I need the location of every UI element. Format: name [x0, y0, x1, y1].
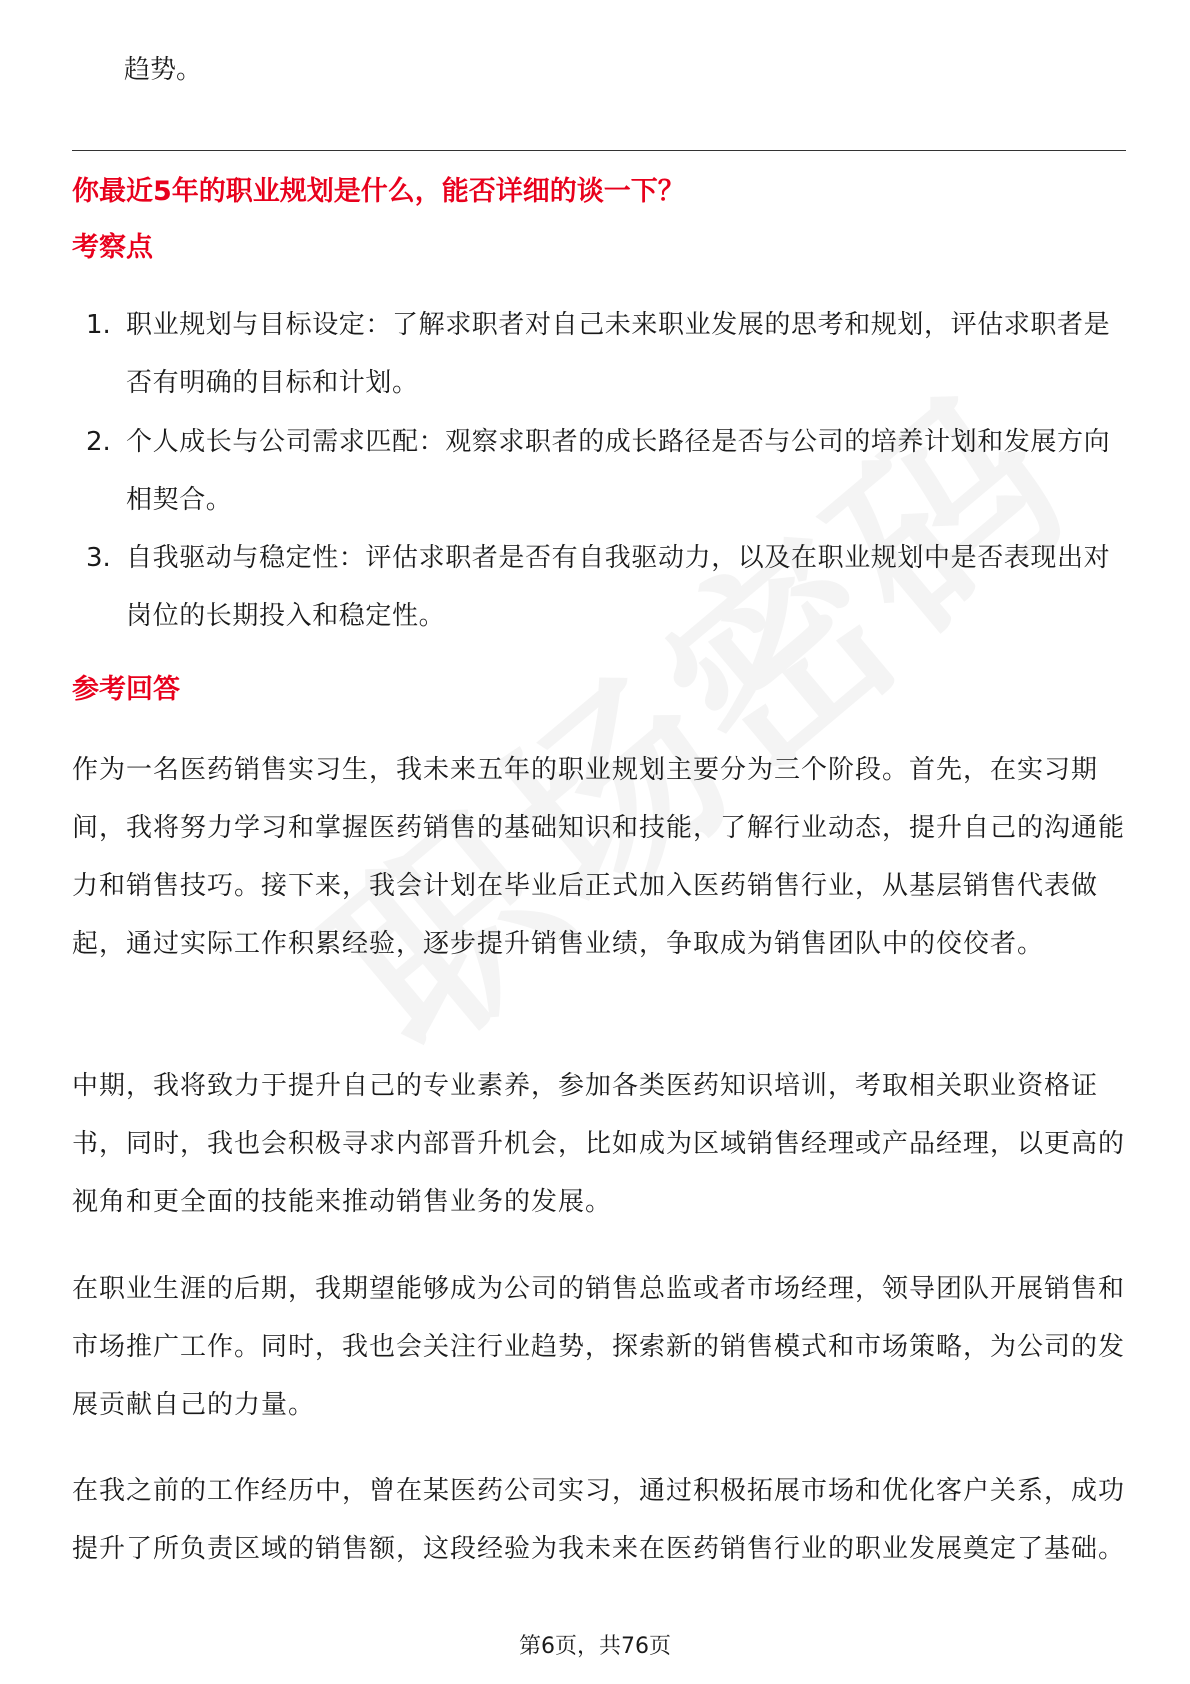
- question-title: 你最近5年的职业规划是什么，能否详细的谈一下？: [72, 176, 685, 207]
- list-item-number: 3.: [86, 543, 111, 573]
- list-item-text: 自我驱动与稳定性：评估求职者是否有自我驱动力，以及在职业规划中是否表现出对岗位的长期投入和稳定性。: [126, 543, 1111, 631]
- continuation-text: 趋势。: [124, 55, 203, 85]
- answer-paragraph: 作为一名医药销售实习生，我未来五年的职业规划主要分为三个阶段。首先，在实习期间，我将努力学习和掌握医药销售的基础知识和技能，了解行业动态，提升自己的沟通能力和销售技巧。接下来，我会计划在毕业后正式加入医药销售行业，从基层销售代表做起，通过实际工作积累经验，逐步提升销售业绩，争取成为销售团队中的佼佼者。: [72, 755, 1126, 959]
- list-item-number: 1.: [86, 310, 111, 340]
- points-heading: 考察点: [72, 232, 153, 263]
- answer-heading: 参考回答: [72, 674, 180, 705]
- answer-paragraph: 在职业生涯的后期，我期望能够成为公司的销售总监或者市场经理，领导团队开展销售和市场推广工作。同时，我也会关注行业趋势，探索新的销售模式和市场策略，为公司的发展贡献自己的力量。: [72, 1274, 1126, 1420]
- list-item-text: 职业规划与目标设定：了解求职者对自己未来职业发展的思考和规划，评估求职者是否有明确的目标和计划。: [126, 310, 1111, 398]
- section-divider: [72, 150, 1126, 151]
- list-item-text: 个人成长与公司需求匹配：观察求职者的成长路径是否与公司的培养计划和发展方向相契合。: [126, 427, 1111, 515]
- answer-paragraph: 在我之前的工作经历中，曾在某医药公司实习，通过积极拓展市场和优化客户关系，成功提升了所负责区域的销售额，这段经验为我未来在医药销售行业的职业发展奠定了基础。: [72, 1476, 1126, 1564]
- list-item-number: 2.: [86, 427, 111, 457]
- page-footer: 第6页，共76页: [519, 1634, 671, 1659]
- answer-paragraph: 中期，我将致力于提升自己的专业素养，参加各类医药知识培训，考取相关职业资格证书，同时，我也会积极寻求内部晋升机会，比如成为区域销售经理或产品经理，以更高的视角和更全面的技能来推动销售业务的发展。: [72, 1071, 1126, 1217]
